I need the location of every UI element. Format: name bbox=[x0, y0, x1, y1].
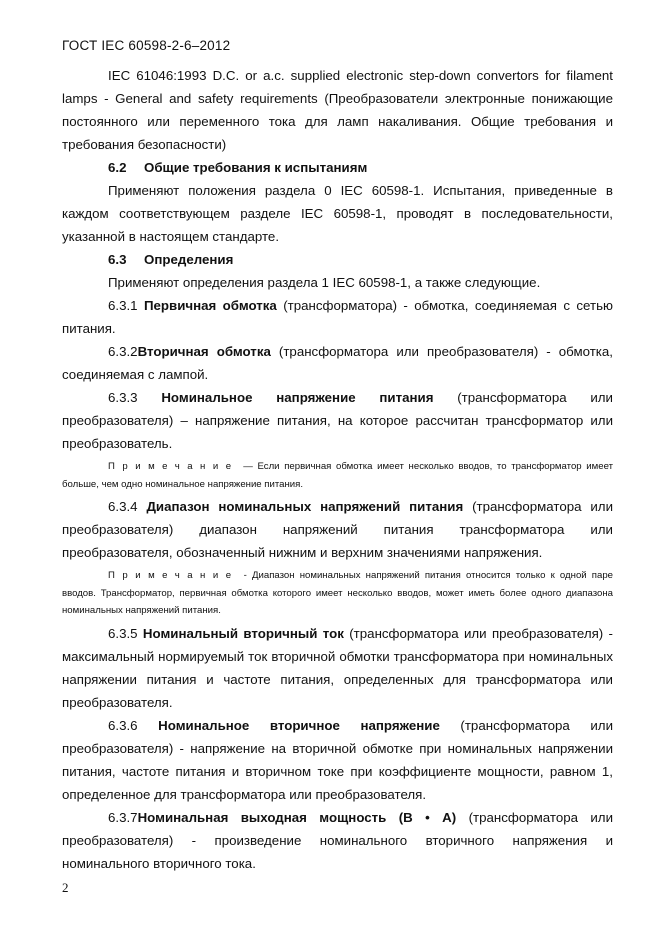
section-text-6-2: Применяют положения раздела 0 IEC 60598-1. Испытания, приведенные в каждом соответствующем разделе IEC 60598-1, проводят в последовательности, указанной в настоящем стандарте. bbox=[62, 183, 613, 244]
section-number: 6.2 bbox=[108, 160, 127, 175]
definition-term: Номинальный вторичный ток bbox=[142, 625, 344, 641]
definition-text: (трансформатора или преобразователя) - произведение номинального вторичного напряжения и номинального вторичного тока. bbox=[62, 809, 613, 871]
definition-number: 6.3.3 bbox=[108, 390, 138, 405]
definition-number: 6.3.5 bbox=[108, 625, 138, 641]
definition-term: Номинальная выходная мощность (В • А) bbox=[137, 809, 457, 825]
definition-number: 6.3.1 bbox=[108, 298, 138, 313]
section-text-6-3: Применяют определения раздела 1 IEC 60598-1, а также следующие. bbox=[108, 275, 541, 290]
definition-text: (трансформатора или преобразователя) – напряжение питания, на которое рассчитан трансформатор или преобразователь. bbox=[62, 390, 613, 451]
definition-text: (трансформатора или преобразователя) - обмотка, соединяемая с лампой. bbox=[62, 344, 613, 382]
definition-term: Диапазон номинальных напряжений питания bbox=[146, 499, 464, 514]
section-heading-6-3 bbox=[62, 248, 613, 271]
note-label: Примечание bbox=[108, 570, 239, 581]
document-header: ГОСТ IEC 60598-2-6–2012 bbox=[62, 38, 231, 53]
definition-number: 6.3.2 bbox=[108, 344, 138, 359]
note-6-3-3 bbox=[62, 458, 613, 493]
definition-6-3-5 bbox=[62, 622, 613, 714]
definition-text: (трансформатора или преобразователя) - максимальный нормируемый ток вторичной обмотки трансформатора при номинальных напряжении питания и частоте питания, определенных для трансформатора или преобразователя. bbox=[62, 625, 613, 710]
definition-term: Вторичная обмотка bbox=[137, 344, 271, 359]
document-body bbox=[62, 64, 613, 875]
definition-text: (трансформатора или преобразователя) диапазон напряжений питания трансформатора или преобразователя, обозначенный нижним и верхним значениями напряжения. bbox=[62, 499, 613, 560]
definition-number: 6.3.7 bbox=[108, 809, 138, 825]
definition-term: Номинальное вторичное напряжение bbox=[158, 717, 440, 733]
definition-6-3-7 bbox=[62, 806, 613, 875]
note-label: Примечание bbox=[108, 461, 239, 472]
definition-6-3-4 bbox=[62, 495, 613, 564]
section-title: Общие требования к испытаниям bbox=[144, 160, 368, 175]
section-number: 6.3 bbox=[108, 252, 127, 267]
definition-6-3-3 bbox=[62, 386, 613, 455]
note-text: - Диапазон номинальных напряжений питания относится только к одной паре вводов. Трансформатор, первичная обмотка которого имеет несколько вводов, может иметь более одного диапазона номинальных напряжений питания. bbox=[62, 570, 613, 616]
note-6-3-4 bbox=[62, 567, 613, 620]
definition-number: 6.3.6 bbox=[108, 717, 138, 733]
definition-text: (трансформатора) - обмотка, соединяемая с сетью питания. bbox=[62, 298, 613, 336]
page-number: 2 bbox=[62, 880, 69, 895]
definition-term: Первичная обмотка bbox=[143, 298, 277, 313]
note-text: — Если первичная обмотка имеет несколько вводов, то трансформатор имеет больше, чем одно номинальное напряжение питания. bbox=[62, 461, 613, 490]
reference-iec-61046: IEC 61046:1993 D.C. or a.c. supplied electronic step-down convertors for filament lamps - General and safety requirements (Преобразователи электронные понижающие постоянного или переменного тока для ламп накаливания. Общие требования и требования безопасности) bbox=[62, 68, 613, 152]
section-title: Определения bbox=[144, 252, 234, 267]
section-heading-6-2 bbox=[62, 156, 613, 179]
definition-number: 6.3.4 bbox=[108, 499, 138, 514]
definition-6-3-1 bbox=[62, 294, 613, 340]
definition-term: Номинальное напряжение питания bbox=[161, 390, 434, 405]
definition-6-3-2 bbox=[62, 340, 613, 386]
definition-6-3-6 bbox=[62, 714, 613, 806]
definition-text: (трансформатора или преобразователя) - напряжение на вторичной обмотке при номинальных напряжении питания, частоте питания и вторичном токе при коэффициенте мощности, равном 1, определенное для трансформатора или преобразователя. bbox=[62, 717, 613, 802]
